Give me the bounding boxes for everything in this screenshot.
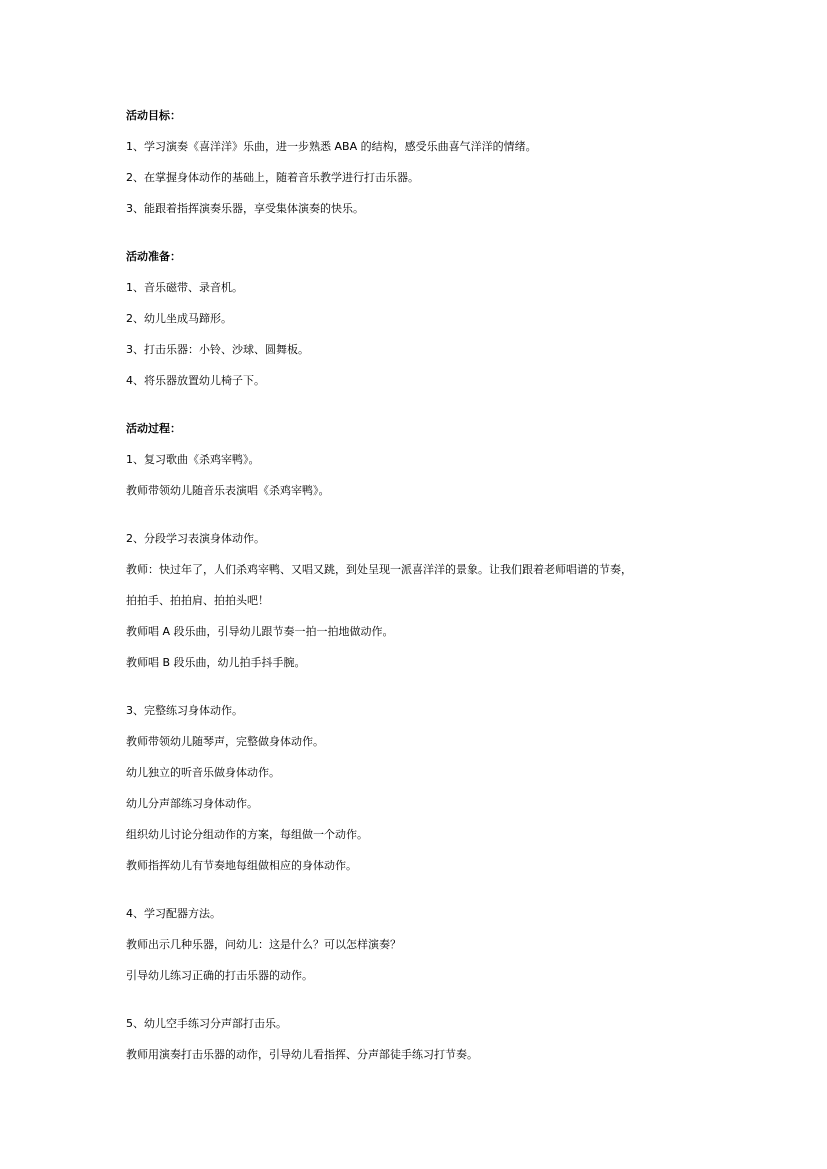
- process-step3-line-2: 幼儿独立的听音乐做身体动作。: [126, 766, 280, 779]
- process-step2-line-3: 教师唱 A 段乐曲，引导幼儿跟节奏一拍一拍地做动作。: [126, 625, 394, 638]
- process-step3-line-1: 教师带领幼儿随琴声，完整做身体动作。: [126, 735, 324, 748]
- prep-item-4: 4、将乐器放置幼儿椅子下。: [126, 374, 265, 387]
- prep-item-1: 1、音乐磁带、录音机。: [126, 281, 243, 294]
- document-page: [126, 108, 706, 1063]
- section-prep: [126, 249, 706, 389]
- process-step2-line-1: 教师：快过年了，人们杀鸡宰鸭、又唱又跳，到处呈现一派喜洋洋的景象。让我们跟着老师唱谱的节奏，: [126, 563, 632, 576]
- section-title-prep: 活动准备：: [126, 250, 181, 263]
- goal-item-2: 2、在掌握身体动作的基础上，随着音乐教学进行打击乐器。: [126, 171, 419, 184]
- prep-item-3: 3、打击乐器：小铃、沙球、圆舞板。: [126, 343, 309, 356]
- process-step4-line-2: 引导幼儿练习正确的打击乐器的动作。: [126, 969, 313, 982]
- process-step2-heading: 2、分段学习表演身体动作。: [126, 532, 265, 545]
- prep-item-2: 2、幼儿坐成马蹄形。: [126, 312, 232, 325]
- goal-item-3: 3、能跟着指挥演奏乐器，享受集体演奏的快乐。: [126, 202, 364, 215]
- process-step1-line: 教师带领幼儿随音乐表演唱《杀鸡宰鸭》。: [126, 484, 330, 497]
- process-step1-heading: 1、复习歌曲《杀鸡宰鸭》。: [126, 453, 260, 466]
- process-step2-line-4: 教师唱 B 段乐曲，幼儿拍手抖手腕。: [126, 656, 306, 669]
- process-step4-heading: 4、学习配器方法。: [126, 907, 221, 920]
- process-step5-line-1: 教师用演奏打击乐器的动作，引导幼儿看指挥、分声部徒手练习打节奏。: [126, 1048, 478, 1061]
- goal-item-1: 1、学习演奏《喜洋洋》乐曲，进一步熟悉 ABA 的结构，感受乐曲喜气洋洋的情绪。: [126, 140, 537, 153]
- process-step2-line-2: 拍拍手、拍拍肩、拍拍头吧！: [126, 594, 269, 607]
- process-step3-line-4: 组织幼儿讨论分组动作的方案，每组做一个动作。: [126, 828, 368, 841]
- section-title-goals: 活动目标：: [126, 109, 181, 122]
- process-step3-heading: 3、完整练习身体动作。: [126, 704, 243, 717]
- process-step4-line-1: 教师出示几种乐器，问幼儿：这是什么？可以怎样演奏？: [126, 938, 401, 951]
- section-goals: [126, 108, 706, 217]
- process-step3-line-3: 幼儿分声部练习身体动作。: [126, 797, 258, 810]
- section-process: [126, 421, 706, 1063]
- section-title-process: 活动过程：: [126, 422, 181, 435]
- process-step5-heading: 5、幼儿空手练习分声部打击乐。: [126, 1017, 287, 1030]
- process-step3-line-5: 教师指挥幼儿有节奏地每组做相应的身体动作。: [126, 859, 357, 872]
